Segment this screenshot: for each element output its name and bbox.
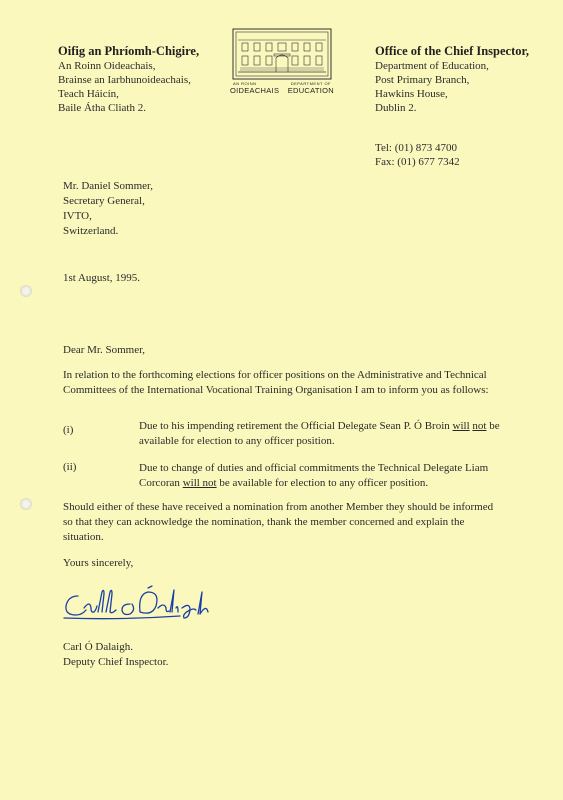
item-number: (i) xyxy=(63,424,74,436)
letter-date: 1st August, 1995. xyxy=(63,272,141,284)
item-text-part: Due to his impending retirement the Official Delegate Sean P. Ó Broin xyxy=(139,420,453,432)
recipient-line: Secretary General, xyxy=(63,195,145,207)
crest-caption-irish: OIDEACHAIS xyxy=(230,86,280,95)
punch-hole xyxy=(20,498,32,510)
letterhead-english-line: Post Primary Branch, xyxy=(375,74,470,86)
recipient-address xyxy=(63,179,153,239)
item-text-part: Due to change of duties and official commitments the Technical Delegate Liam Corcoran xyxy=(139,462,489,489)
item-text-part: be available for election to any officer position. xyxy=(216,477,429,489)
crest-caption-irish-small: AN ROINN xyxy=(233,81,257,86)
recipient-line: Mr. Daniel Sommer, xyxy=(63,180,153,192)
item-text xyxy=(139,461,509,491)
letterhead-irish-line: Brainse an Iarbhunoideachais, xyxy=(58,74,191,86)
item-text-underlined: will not xyxy=(182,477,217,489)
recipient-line: IVTO, xyxy=(63,210,92,222)
signer-name: Carl Ó Dalaigh. xyxy=(63,641,133,653)
building-logo-icon xyxy=(232,28,332,80)
handwritten-signature xyxy=(60,582,220,622)
letterhead-english-line: Department of Education, xyxy=(375,60,489,72)
item-text-underlined: will xyxy=(452,420,470,432)
letterhead-irish-line: Baile Átha Cliath 2. xyxy=(58,102,146,114)
crest-caption-english-small: DEPARTMENT OF xyxy=(290,81,331,86)
item-text-underlined: not xyxy=(472,420,487,432)
item-number: (ii) xyxy=(63,461,77,473)
letterhead-irish xyxy=(58,43,199,115)
telephone: Tel: (01) 873 4700 xyxy=(375,142,458,154)
contact-block xyxy=(375,141,529,169)
fax: Fax: (01) 677 7342 xyxy=(375,156,460,168)
item-text-part: be available for election to any officer position. xyxy=(139,420,500,447)
closing-paragraph: Should either of these have received a nomination from another Member they should be informed so that they can acknowledge the nomination, thank the member concerned and explain the situation. xyxy=(63,501,494,543)
recipient-line: Switzerland. xyxy=(63,225,119,237)
intro-paragraph: In relation to the forthcoming elections for officer positions on the Administrative and Technical Committees of the International Vocational Training Organisation I am to inform you as follows: xyxy=(63,369,489,396)
letterhead-irish-line: Teach Háicín, xyxy=(58,88,119,100)
letterhead-english-title: Office of the Chief Inspector, xyxy=(375,44,530,58)
complimentary-close: Yours sincerely, xyxy=(63,557,134,569)
signatory xyxy=(63,640,168,670)
letterhead-english xyxy=(375,43,529,169)
crest-caption-english: EDUCATION xyxy=(287,86,334,95)
item-text xyxy=(139,419,509,449)
letterhead-english-line: Hawkins House, xyxy=(375,88,448,100)
punch-hole xyxy=(20,285,32,297)
salutation: Dear Mr. Sommer, xyxy=(63,344,146,356)
letterhead-irish-line: An Roinn Oideachais, xyxy=(58,60,156,72)
letterhead-irish-title: Oifig an Phríomh-Chigire, xyxy=(58,44,200,58)
letterhead-english-line: Dublin 2. xyxy=(375,102,417,114)
crest-caption-large xyxy=(230,86,334,95)
signer-title: Deputy Chief Inspector. xyxy=(63,656,169,668)
department-crest xyxy=(226,28,338,95)
